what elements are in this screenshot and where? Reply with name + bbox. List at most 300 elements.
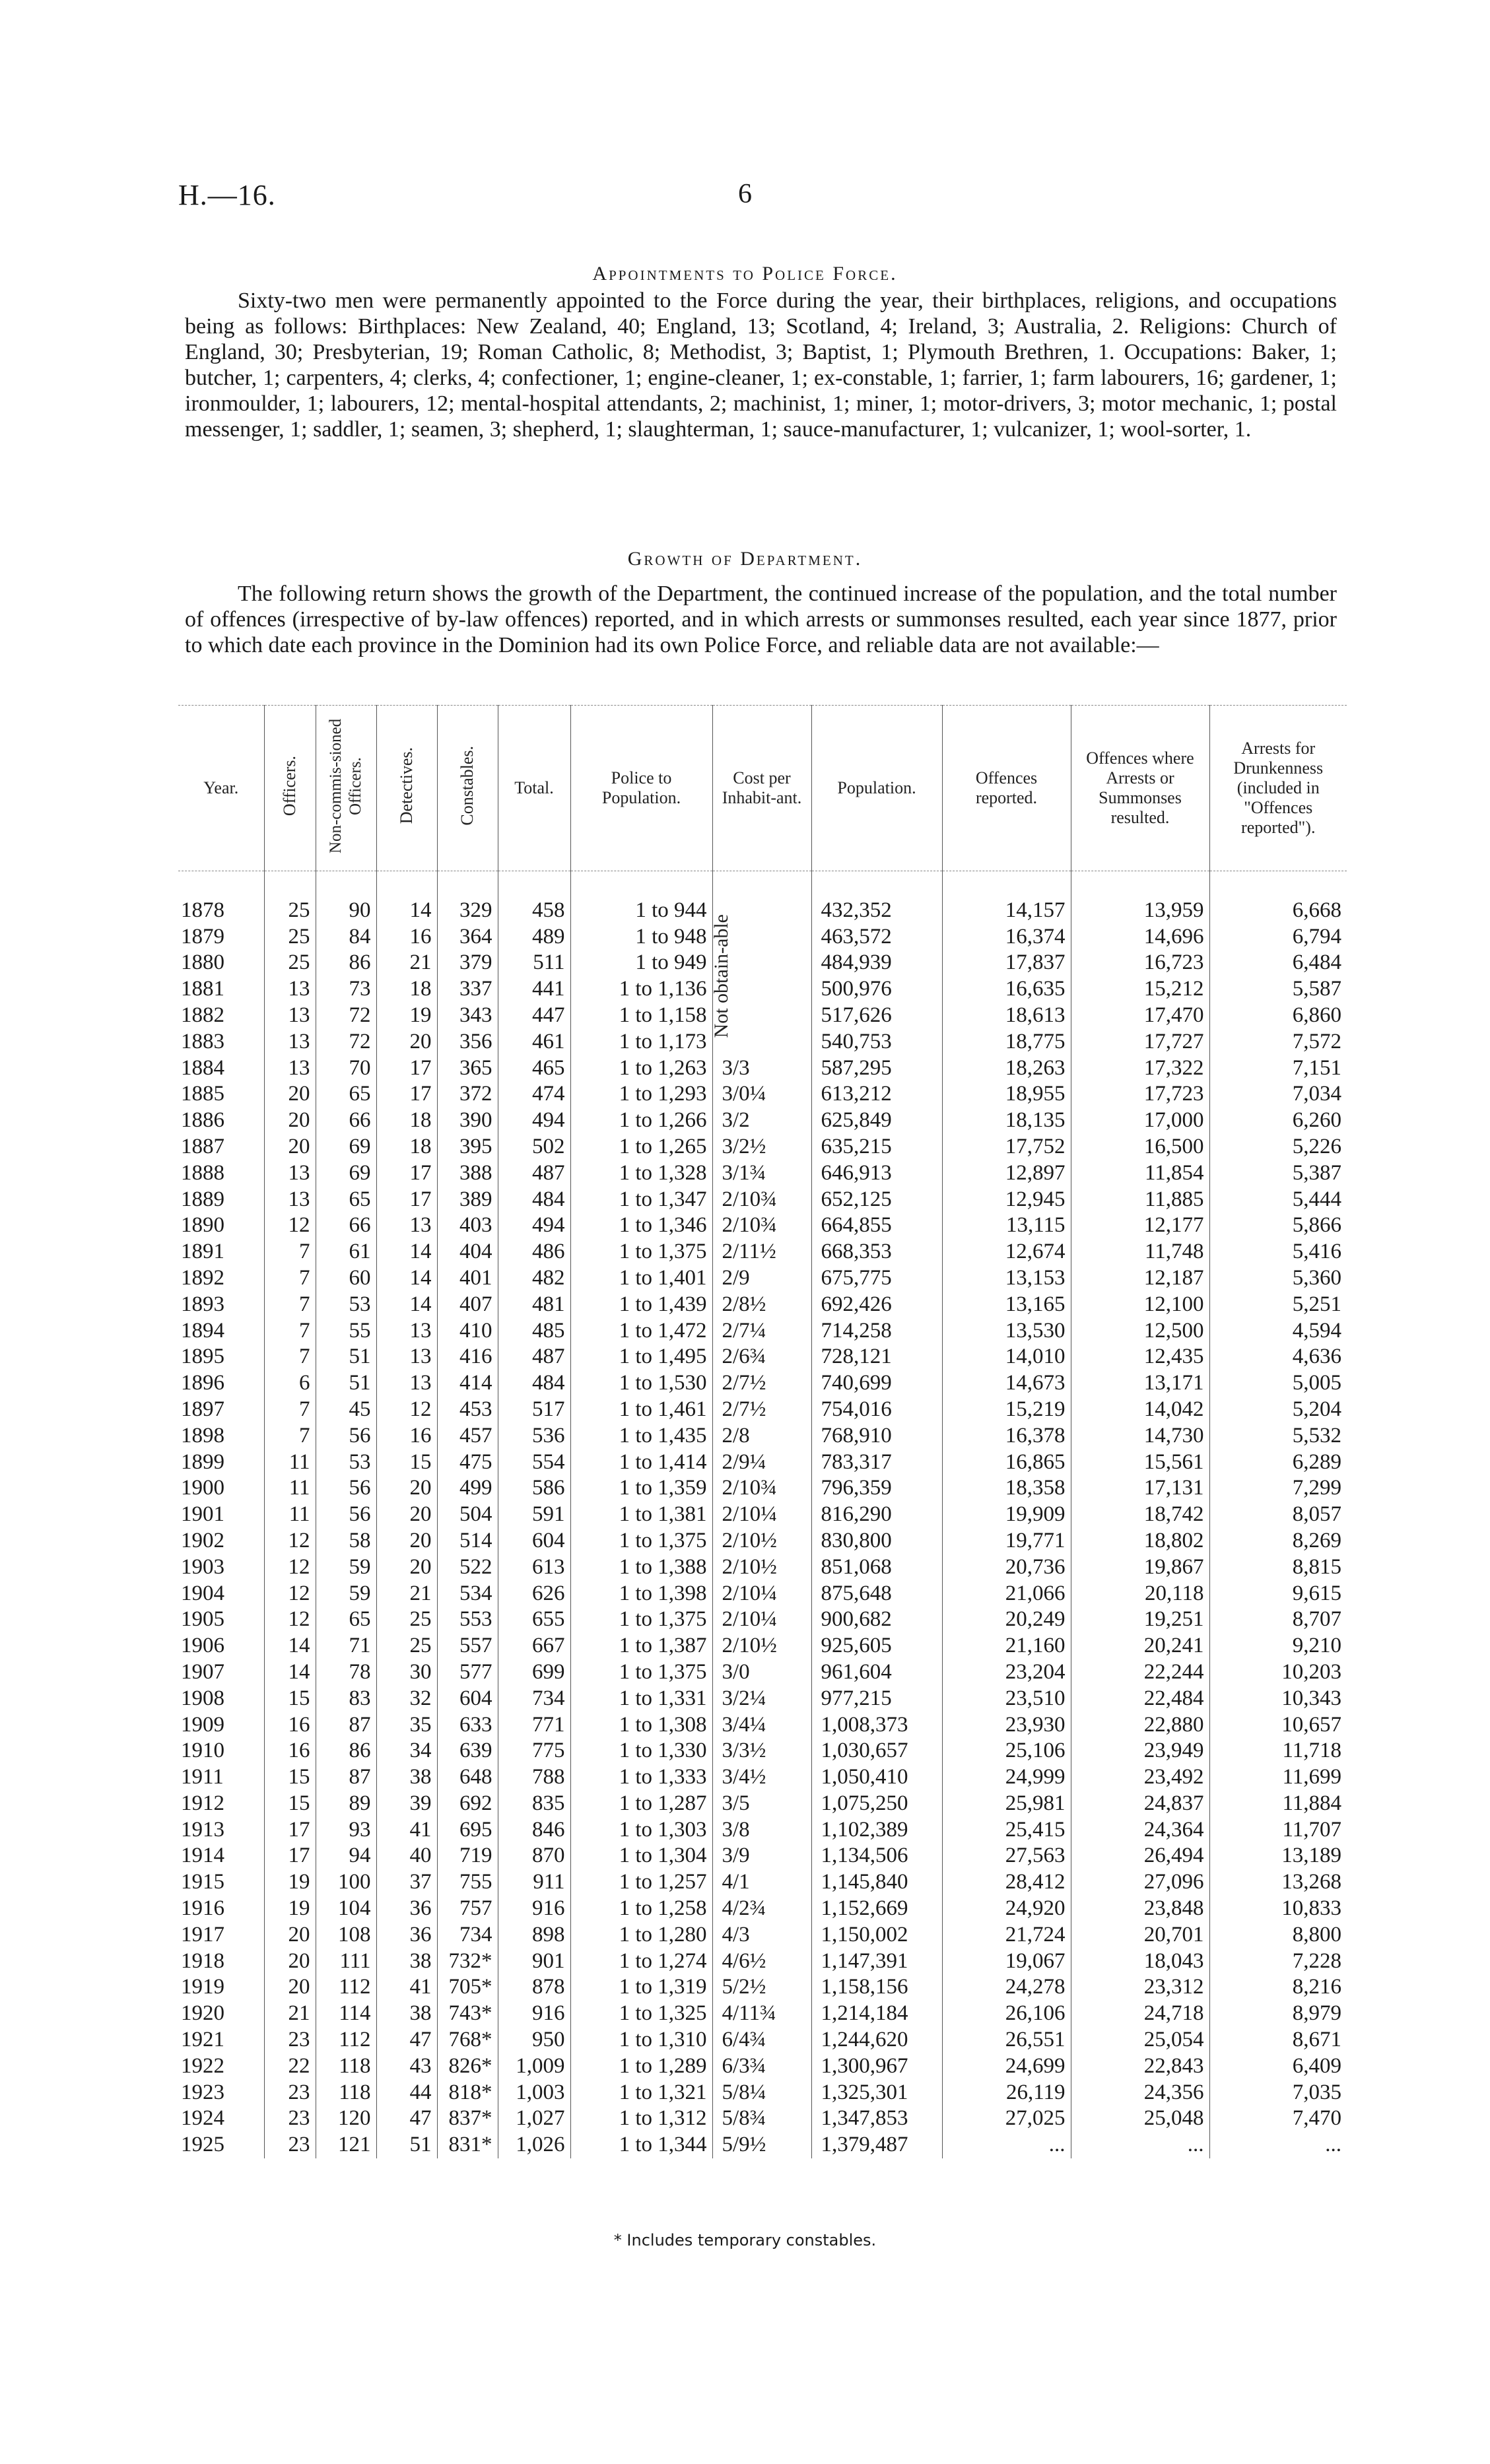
cell-ratio: 1 to 1,388 xyxy=(570,1554,712,1581)
cell-population: 463,572 xyxy=(811,924,942,950)
table-row xyxy=(178,2001,1347,2027)
cell-total: 461 xyxy=(498,1029,570,1055)
cell-nco: 112 xyxy=(316,2027,376,2053)
cell-offences: 17,752 xyxy=(942,1134,1071,1160)
table-spacer-row xyxy=(178,871,1347,898)
cell-drunk: 13,268 xyxy=(1209,1869,1347,1896)
cell-population: 1,150,002 xyxy=(811,1922,942,1948)
cell-year: 1906 xyxy=(181,1634,224,1658)
cell-detectives: 14 xyxy=(376,898,437,924)
cell-cost: 2/10¾ xyxy=(712,1213,811,1239)
cell-drunk: 11,699 xyxy=(1209,1764,1347,1791)
cell-offences: 20,249 xyxy=(942,1607,1071,1633)
cell-drunk: 5,204 xyxy=(1209,1397,1347,1423)
cell-officers: 7 xyxy=(264,1292,316,1318)
cell-total: 586 xyxy=(498,1475,570,1502)
cell-total: 1,003 xyxy=(498,2080,570,2106)
cell-year: 1901 xyxy=(181,1502,224,1527)
cell-detectives: 18 xyxy=(376,976,437,1003)
cell-total: 835 xyxy=(498,1791,570,1817)
cell-cost: 6/4¾ xyxy=(712,2027,811,2053)
cell-constables: 534 xyxy=(437,1581,498,1607)
cell-officers: 7 xyxy=(264,1265,316,1292)
cell-ratio: 1 to 1,331 xyxy=(570,1686,712,1712)
cell-year: 1910 xyxy=(181,1739,224,1763)
cell-offences: 24,920 xyxy=(942,1896,1071,1922)
cell-total: 465 xyxy=(498,1055,570,1082)
cell-population: 851,068 xyxy=(811,1554,942,1581)
table-row xyxy=(178,1659,1347,1686)
cell-population: 540,753 xyxy=(811,1029,942,1055)
cell-total: 667 xyxy=(498,1633,570,1659)
cell-detectives: 19 xyxy=(376,1003,437,1029)
cell-detectives: 43 xyxy=(376,2053,437,2080)
cell-offences: 13,115 xyxy=(942,1213,1071,1239)
cell-population: 517,626 xyxy=(811,1003,942,1029)
cell-constables: 604 xyxy=(437,1686,498,1712)
cell-offences: 26,551 xyxy=(942,2027,1071,2053)
cell-total: 734 xyxy=(498,1686,570,1712)
cell-drunk: 8,057 xyxy=(1209,1502,1347,1528)
cell-arrests: 24,837 xyxy=(1071,1791,1209,1817)
cell-year: 1907 xyxy=(181,1659,224,1684)
cell-cost: 2/9¼ xyxy=(712,1449,811,1476)
cell-offences: 13,153 xyxy=(942,1265,1071,1292)
cell-offences: 18,775 xyxy=(942,1029,1071,1055)
cell-detectives: 35 xyxy=(376,1712,437,1739)
cell-year: 1897 xyxy=(181,1397,224,1421)
cell-ratio: 1 to 1,398 xyxy=(570,1581,712,1607)
cell-arrests: 18,043 xyxy=(1071,1948,1209,1975)
cell-arrests: 11,748 xyxy=(1071,1239,1209,1265)
cell-ratio: 1 to 1,319 xyxy=(570,1974,712,2001)
cell-drunk: 6,668 xyxy=(1209,898,1347,924)
cell-total: 911 xyxy=(498,1869,570,1896)
cell-year: 1923 xyxy=(181,2080,224,2104)
cell-constables: 365 xyxy=(437,1055,498,1082)
cell-year: 1887 xyxy=(181,1134,224,1158)
cell-cost: 4/6½ xyxy=(712,1948,811,1975)
cell-drunk: 6,289 xyxy=(1209,1449,1347,1476)
cell-detectives: 12 xyxy=(376,1397,437,1423)
cell-detectives: 39 xyxy=(376,1791,437,1817)
cell-constables: 329 xyxy=(437,898,498,924)
table-row xyxy=(178,1265,1347,1292)
cell-year: 1922 xyxy=(181,2053,224,2078)
cell-nco: 70 xyxy=(316,1055,376,1082)
cell-year: 1881 xyxy=(181,977,224,1001)
cell-officers: 14 xyxy=(264,1633,316,1659)
cell-nco: 51 xyxy=(316,1344,376,1370)
cell-total: 898 xyxy=(498,1922,570,1948)
cell-arrests: 11,885 xyxy=(1071,1187,1209,1213)
cell-cost: 3/2¼ xyxy=(712,1686,811,1712)
cell-offences: 26,119 xyxy=(942,2080,1071,2106)
cell-offences: 24,999 xyxy=(942,1764,1071,1791)
cell-constables: 407 xyxy=(437,1292,498,1318)
cell-constables: 768* xyxy=(437,2027,498,2053)
table-row xyxy=(178,1397,1347,1423)
table-row xyxy=(178,1502,1347,1528)
cell-cost: 2/9 xyxy=(712,1265,811,1292)
growth-table-container xyxy=(178,705,1347,2158)
cell-detectives: 13 xyxy=(376,1344,437,1370)
cell-population: 1,244,620 xyxy=(811,2027,942,2053)
cell-drunk: 4,594 xyxy=(1209,1318,1347,1345)
cell-offences: 19,909 xyxy=(942,1502,1071,1528)
cell-officers: 15 xyxy=(264,1686,316,1712)
cell-ratio: 1 to 1,173 xyxy=(570,1029,712,1055)
cell-officers: 12 xyxy=(264,1528,316,1554)
cell-drunk: 5,587 xyxy=(1209,976,1347,1003)
cell-officers: 12 xyxy=(264,1213,316,1239)
cell-arrests: 11,854 xyxy=(1071,1160,1209,1187)
cell-year: 1890 xyxy=(181,1213,224,1238)
cell-year: 1920 xyxy=(181,2001,224,2026)
cell-offences: 26,106 xyxy=(942,2001,1071,2027)
cell-detectives: 32 xyxy=(376,1686,437,1712)
cell-ratio: 1 to 1,280 xyxy=(570,1922,712,1948)
cell-constables: 356 xyxy=(437,1029,498,1055)
cell-officers: 22 xyxy=(264,2053,316,2080)
cell-officers: 6 xyxy=(264,1370,316,1397)
cell-cost: 3/2½ xyxy=(712,1134,811,1160)
cell-constables: 395 xyxy=(437,1134,498,1160)
cell-cost: 2/10¾ xyxy=(712,1187,811,1213)
header-constables xyxy=(437,706,498,871)
table-row xyxy=(178,2132,1347,2158)
cell-cost: 2/10¾ xyxy=(712,1475,811,1502)
cell-officers: 14 xyxy=(264,1659,316,1686)
cell-nco: 56 xyxy=(316,1475,376,1502)
cell-drunk: 9,615 xyxy=(1209,1581,1347,1607)
cell-total: 1,026 xyxy=(498,2132,570,2158)
cell-arrests: 23,949 xyxy=(1071,1738,1209,1764)
cell-population: 1,158,156 xyxy=(811,1974,942,2001)
cell-cost: 4/3 xyxy=(712,1922,811,1948)
cell-arrests: 20,118 xyxy=(1071,1581,1209,1607)
cell-population: 635,215 xyxy=(811,1134,942,1160)
cell-officers: 7 xyxy=(264,1239,316,1265)
cell-population: 961,604 xyxy=(811,1659,942,1686)
cell-cost: 2/10¼ xyxy=(712,1581,811,1607)
cell-population: 1,325,301 xyxy=(811,2080,942,2106)
cell-total: 771 xyxy=(498,1712,570,1739)
appointments-paragraph: Sixty-two men were permanently appointed to the Force during the year, their birthplaces, religions, and occupations being as follows: Birthplaces: New Zealand, 40; England, 13; Scotland, 4; Ireland, 3; Australia, 2. Religions: Church of England, 30; Presbyterian, 19; Roman Catholic, 8; Methodist, 3; Baptist, 1; Plymouth Brethren, 1. Occupations: Baker, 1; butcher, 1; carpenters, 4; clerks, 4; confectioner, 1; engine-cleaner, 1; ex-constable, 1; farrier, 1; farm labourers, 16; gardener, 1; ironmoulder, 1; labourers, 12; mental-hospital attendants, 2; machinist, 1; miner, 1; motor-drivers, 3; motor mechanic, 1; postal messenger, 1; saddler, 1; seamen, 3; shepherd, 1; slaughterman, 1; sauce-manufacturer, 1; vulcanizer, 1; wool-sorter, 1. xyxy=(185,288,1337,442)
table-row xyxy=(178,1764,1347,1791)
cell-population: 664,855 xyxy=(811,1213,942,1239)
cell-population: 692,426 xyxy=(811,1292,942,1318)
cell-ratio: 1 to 944 xyxy=(570,898,712,924)
cell-cost: 3/4½ xyxy=(712,1764,811,1791)
cell-cost: 2/8½ xyxy=(712,1292,811,1318)
cell-drunk: 10,343 xyxy=(1209,1686,1347,1712)
cell-drunk: 6,409 xyxy=(1209,2053,1347,2080)
cell-year: 1914 xyxy=(181,1844,224,1868)
cell-total: 554 xyxy=(498,1449,570,1476)
cell-total: 486 xyxy=(498,1239,570,1265)
cell-offences: 19,067 xyxy=(942,1948,1071,1975)
header-nco-label: Non-commis-sioned Officers. xyxy=(327,718,364,853)
cell-cost: 2/11½ xyxy=(712,1239,811,1265)
cell-drunk: 8,800 xyxy=(1209,1922,1347,1948)
table-row xyxy=(178,1239,1347,1265)
cell-detectives: 37 xyxy=(376,1869,437,1896)
cell-constables: 633 xyxy=(437,1712,498,1739)
cell-nco: 84 xyxy=(316,924,376,950)
cell-population: 613,212 xyxy=(811,1081,942,1108)
cell-offences: 23,204 xyxy=(942,1659,1071,1686)
cell-detectives: 14 xyxy=(376,1265,437,1292)
cell-total: 502 xyxy=(498,1134,570,1160)
cell-population: 625,849 xyxy=(811,1108,942,1134)
cell-total: 494 xyxy=(498,1108,570,1134)
cell-cost: 3/4¼ xyxy=(712,1712,811,1739)
cell-detectives: 15 xyxy=(376,1449,437,1476)
cell-population: 728,121 xyxy=(811,1344,942,1370)
cell-drunk: 11,718 xyxy=(1209,1738,1347,1764)
cell-officers: 15 xyxy=(264,1791,316,1817)
cell-ratio: 1 to 1,136 xyxy=(570,976,712,1003)
cell-arrests: 17,723 xyxy=(1071,1081,1209,1108)
cell-offences: 15,219 xyxy=(942,1397,1071,1423)
not-obtainable-label: Not obtain-able xyxy=(710,914,732,1038)
growth-paragraph: The following return shows the growth of the Department, the continued increase of the population, and the total number of offences (irrespective of by-law offences) reported, and in which arrests or summonses resulted, each year since 1877, prior to which date each province in the Dominion had its own Police Force, and reliable data are not available:— xyxy=(185,582,1337,657)
cell-total: 878 xyxy=(498,1974,570,2001)
cell-arrests: 19,251 xyxy=(1071,1607,1209,1633)
table-row xyxy=(178,1081,1347,1108)
cell-officers: 23 xyxy=(264,2080,316,2106)
cell-drunk: 5,251 xyxy=(1209,1292,1347,1318)
cost-not-obtainable-note xyxy=(712,914,731,1043)
cell-detectives: 25 xyxy=(376,1607,437,1633)
cell-arrests: 12,177 xyxy=(1071,1213,1209,1239)
cell-nco: 121 xyxy=(316,2132,376,2158)
cell-officers: 15 xyxy=(264,1764,316,1791)
cell-year: 1915 xyxy=(181,1870,224,1894)
cell-cost: 3/0¼ xyxy=(712,1081,811,1108)
header-offences: Offences reported. xyxy=(942,706,1071,871)
cell-detectives: 38 xyxy=(376,2001,437,2027)
cell-cost: 2/10½ xyxy=(712,1633,811,1659)
cell-officers: 19 xyxy=(264,1869,316,1896)
cell-drunk: 8,269 xyxy=(1209,1528,1347,1554)
cell-drunk: 11,707 xyxy=(1209,1817,1347,1844)
cell-ratio: 1 to 1,303 xyxy=(570,1817,712,1844)
cell-drunk: 5,005 xyxy=(1209,1370,1347,1397)
cell-detectives: 20 xyxy=(376,1029,437,1055)
cell-nco: 90 xyxy=(316,898,376,924)
cell-nco: 56 xyxy=(316,1423,376,1449)
cell-total: 484 xyxy=(498,1187,570,1213)
cell-total: 517 xyxy=(498,1397,570,1423)
cell-population: 432,352 xyxy=(811,898,942,924)
cell-total: 846 xyxy=(498,1817,570,1844)
cell-offences: 28,412 xyxy=(942,1869,1071,1896)
cell-population: 1,075,250 xyxy=(811,1791,942,1817)
cell-year: 1904 xyxy=(181,1581,224,1605)
cell-total: 655 xyxy=(498,1607,570,1633)
cell-ratio: 1 to 1,265 xyxy=(570,1134,712,1160)
cell-nco: 104 xyxy=(316,1896,376,1922)
cell-arrests: 24,356 xyxy=(1071,2080,1209,2106)
cell-ratio: 1 to 1,439 xyxy=(570,1292,712,1318)
table-header-row xyxy=(178,706,1347,871)
cell-population: 1,008,373 xyxy=(811,1712,942,1739)
cell-offences: 18,135 xyxy=(942,1108,1071,1134)
cell-year: 1917 xyxy=(181,1922,224,1947)
table-row xyxy=(178,2027,1347,2053)
cell-offences: 25,106 xyxy=(942,1738,1071,1764)
cell-arrests: 12,187 xyxy=(1071,1265,1209,1292)
cell-arrests: 17,322 xyxy=(1071,1055,1209,1082)
cell-total: 447 xyxy=(498,1003,570,1029)
cell-constables: 401 xyxy=(437,1265,498,1292)
cell-drunk: 5,866 xyxy=(1209,1213,1347,1239)
cell-detectives: 21 xyxy=(376,1581,437,1607)
cell-ratio: 1 to 1,289 xyxy=(570,2053,712,2080)
cell-officers: 11 xyxy=(264,1449,316,1476)
cell-population: 484,939 xyxy=(811,950,942,976)
cell-total: 870 xyxy=(498,1843,570,1869)
cell-arrests: 22,843 xyxy=(1071,2053,1209,2080)
cell-population: 1,050,410 xyxy=(811,1764,942,1791)
cell-cost: 2/10½ xyxy=(712,1528,811,1554)
cell-total: 950 xyxy=(498,2027,570,2053)
cell-cost: 4/11¾ xyxy=(712,2001,811,2027)
cell-detectives: 36 xyxy=(376,1896,437,1922)
cell-total: 613 xyxy=(498,1554,570,1581)
cell-cost: 2/10¼ xyxy=(712,1502,811,1528)
cell-ratio: 1 to 1,375 xyxy=(570,1239,712,1265)
cell-offences: 16,374 xyxy=(942,924,1071,950)
cell-drunk: 13,189 xyxy=(1209,1843,1347,1869)
cell-total: 485 xyxy=(498,1318,570,1345)
cell-officers: 11 xyxy=(264,1502,316,1528)
cell-offences: 18,613 xyxy=(942,1003,1071,1029)
cell-offences: 12,945 xyxy=(942,1187,1071,1213)
cell-offences: 21,724 xyxy=(942,1922,1071,1948)
cell-arrests: 13,171 xyxy=(1071,1370,1209,1397)
table-row xyxy=(178,1948,1347,1975)
header-detectives xyxy=(376,706,437,871)
cell-arrests: 24,364 xyxy=(1071,1817,1209,1844)
cell-arrests: 14,042 xyxy=(1071,1397,1209,1423)
cell-population: 1,300,967 xyxy=(811,2053,942,2080)
cell-year: 1921 xyxy=(181,2028,224,2052)
table-row xyxy=(178,1712,1347,1739)
cell-officers: 20 xyxy=(264,1974,316,2001)
cell-ratio: 1 to 1,330 xyxy=(570,1738,712,1764)
cell-total: 591 xyxy=(498,1502,570,1528)
cell-drunk: 6,260 xyxy=(1209,1108,1347,1134)
cell-drunk: 6,794 xyxy=(1209,924,1347,950)
cell-cost: 2/6¾ xyxy=(712,1344,811,1370)
cell-nco: 69 xyxy=(316,1160,376,1187)
cell-nco: 51 xyxy=(316,1370,376,1397)
cell-population: 925,605 xyxy=(811,1633,942,1659)
cell-constables: 734 xyxy=(437,1922,498,1948)
cell-population: 830,800 xyxy=(811,1528,942,1554)
table-row xyxy=(178,1449,1347,1476)
table-row xyxy=(178,950,1347,976)
cell-nco: 72 xyxy=(316,1029,376,1055)
cell-ratio: 1 to 1,414 xyxy=(570,1449,712,1476)
table-row xyxy=(178,1607,1347,1633)
cell-offences: 14,010 xyxy=(942,1344,1071,1370)
cell-year: 1883 xyxy=(181,1029,224,1053)
cell-constables: 818* xyxy=(437,2080,498,2106)
cell-constables: 648 xyxy=(437,1764,498,1791)
cell-ratio: 1 to 1,266 xyxy=(570,1108,712,1134)
cell-nco: 65 xyxy=(316,1187,376,1213)
cell-nco: 58 xyxy=(316,1528,376,1554)
table-row xyxy=(178,1475,1347,1502)
header-total: Total. xyxy=(498,706,570,871)
cell-year: 1909 xyxy=(181,1712,224,1737)
cell-nco: 66 xyxy=(316,1213,376,1239)
cell-officers: 7 xyxy=(264,1344,316,1370)
cell-arrests: 15,212 xyxy=(1071,976,1209,1003)
cell-ratio: 1 to 1,375 xyxy=(570,1607,712,1633)
cell-year: 1903 xyxy=(181,1554,224,1579)
table-row xyxy=(178,1738,1347,1764)
cell-drunk: 8,707 xyxy=(1209,1607,1347,1633)
cell-arrests: 22,484 xyxy=(1071,1686,1209,1712)
table-row xyxy=(178,1108,1347,1134)
cell-ratio: 1 to 1,325 xyxy=(570,2001,712,2027)
cell-ratio: 1 to 1,293 xyxy=(570,1081,712,1108)
cell-population: 1,145,840 xyxy=(811,1869,942,1896)
cell-offences: 27,563 xyxy=(942,1843,1071,1869)
cell-nco: 65 xyxy=(316,1081,376,1108)
table-row xyxy=(178,976,1347,1003)
table-row xyxy=(178,1344,1347,1370)
table-row xyxy=(178,1581,1347,1607)
cell-year: 1886 xyxy=(181,1108,224,1133)
cell-detectives: 30 xyxy=(376,1659,437,1686)
cell-year: 1905 xyxy=(181,1607,224,1632)
cell-officers: 23 xyxy=(264,2106,316,2132)
cell-ratio: 1 to 1,435 xyxy=(570,1423,712,1449)
table-row xyxy=(178,1554,1347,1581)
cell-arrests: 14,696 xyxy=(1071,924,1209,950)
cell-drunk: 5,444 xyxy=(1209,1187,1347,1213)
cell-nco: 87 xyxy=(316,1712,376,1739)
cell-ratio: 1 to 1,375 xyxy=(570,1528,712,1554)
cell-arrests: 20,241 xyxy=(1071,1633,1209,1659)
cell-ratio: 1 to 1,359 xyxy=(570,1475,712,1502)
cell-officers: 21 xyxy=(264,2001,316,2027)
cell-cost: 2/7½ xyxy=(712,1397,811,1423)
cell-arrests: 20,701 xyxy=(1071,1922,1209,1948)
cell-officers: 17 xyxy=(264,1843,316,1869)
cell-constables: 504 xyxy=(437,1502,498,1528)
cell-offences: 21,066 xyxy=(942,1581,1071,1607)
cell-arrests: 12,435 xyxy=(1071,1344,1209,1370)
cell-constables: 499 xyxy=(437,1475,498,1502)
cell-ratio: 1 to 1,375 xyxy=(570,1659,712,1686)
page-number: 6 xyxy=(738,179,752,209)
cell-constables: 403 xyxy=(437,1213,498,1239)
cell-offences: 25,415 xyxy=(942,1817,1071,1844)
cell-offences: ... xyxy=(942,2132,1071,2158)
cell-officers: 13 xyxy=(264,1055,316,1082)
cell-population: 875,648 xyxy=(811,1581,942,1607)
cell-officers: 13 xyxy=(264,1029,316,1055)
cell-officers: 23 xyxy=(264,2027,316,2053)
cell-drunk: 5,532 xyxy=(1209,1423,1347,1449)
